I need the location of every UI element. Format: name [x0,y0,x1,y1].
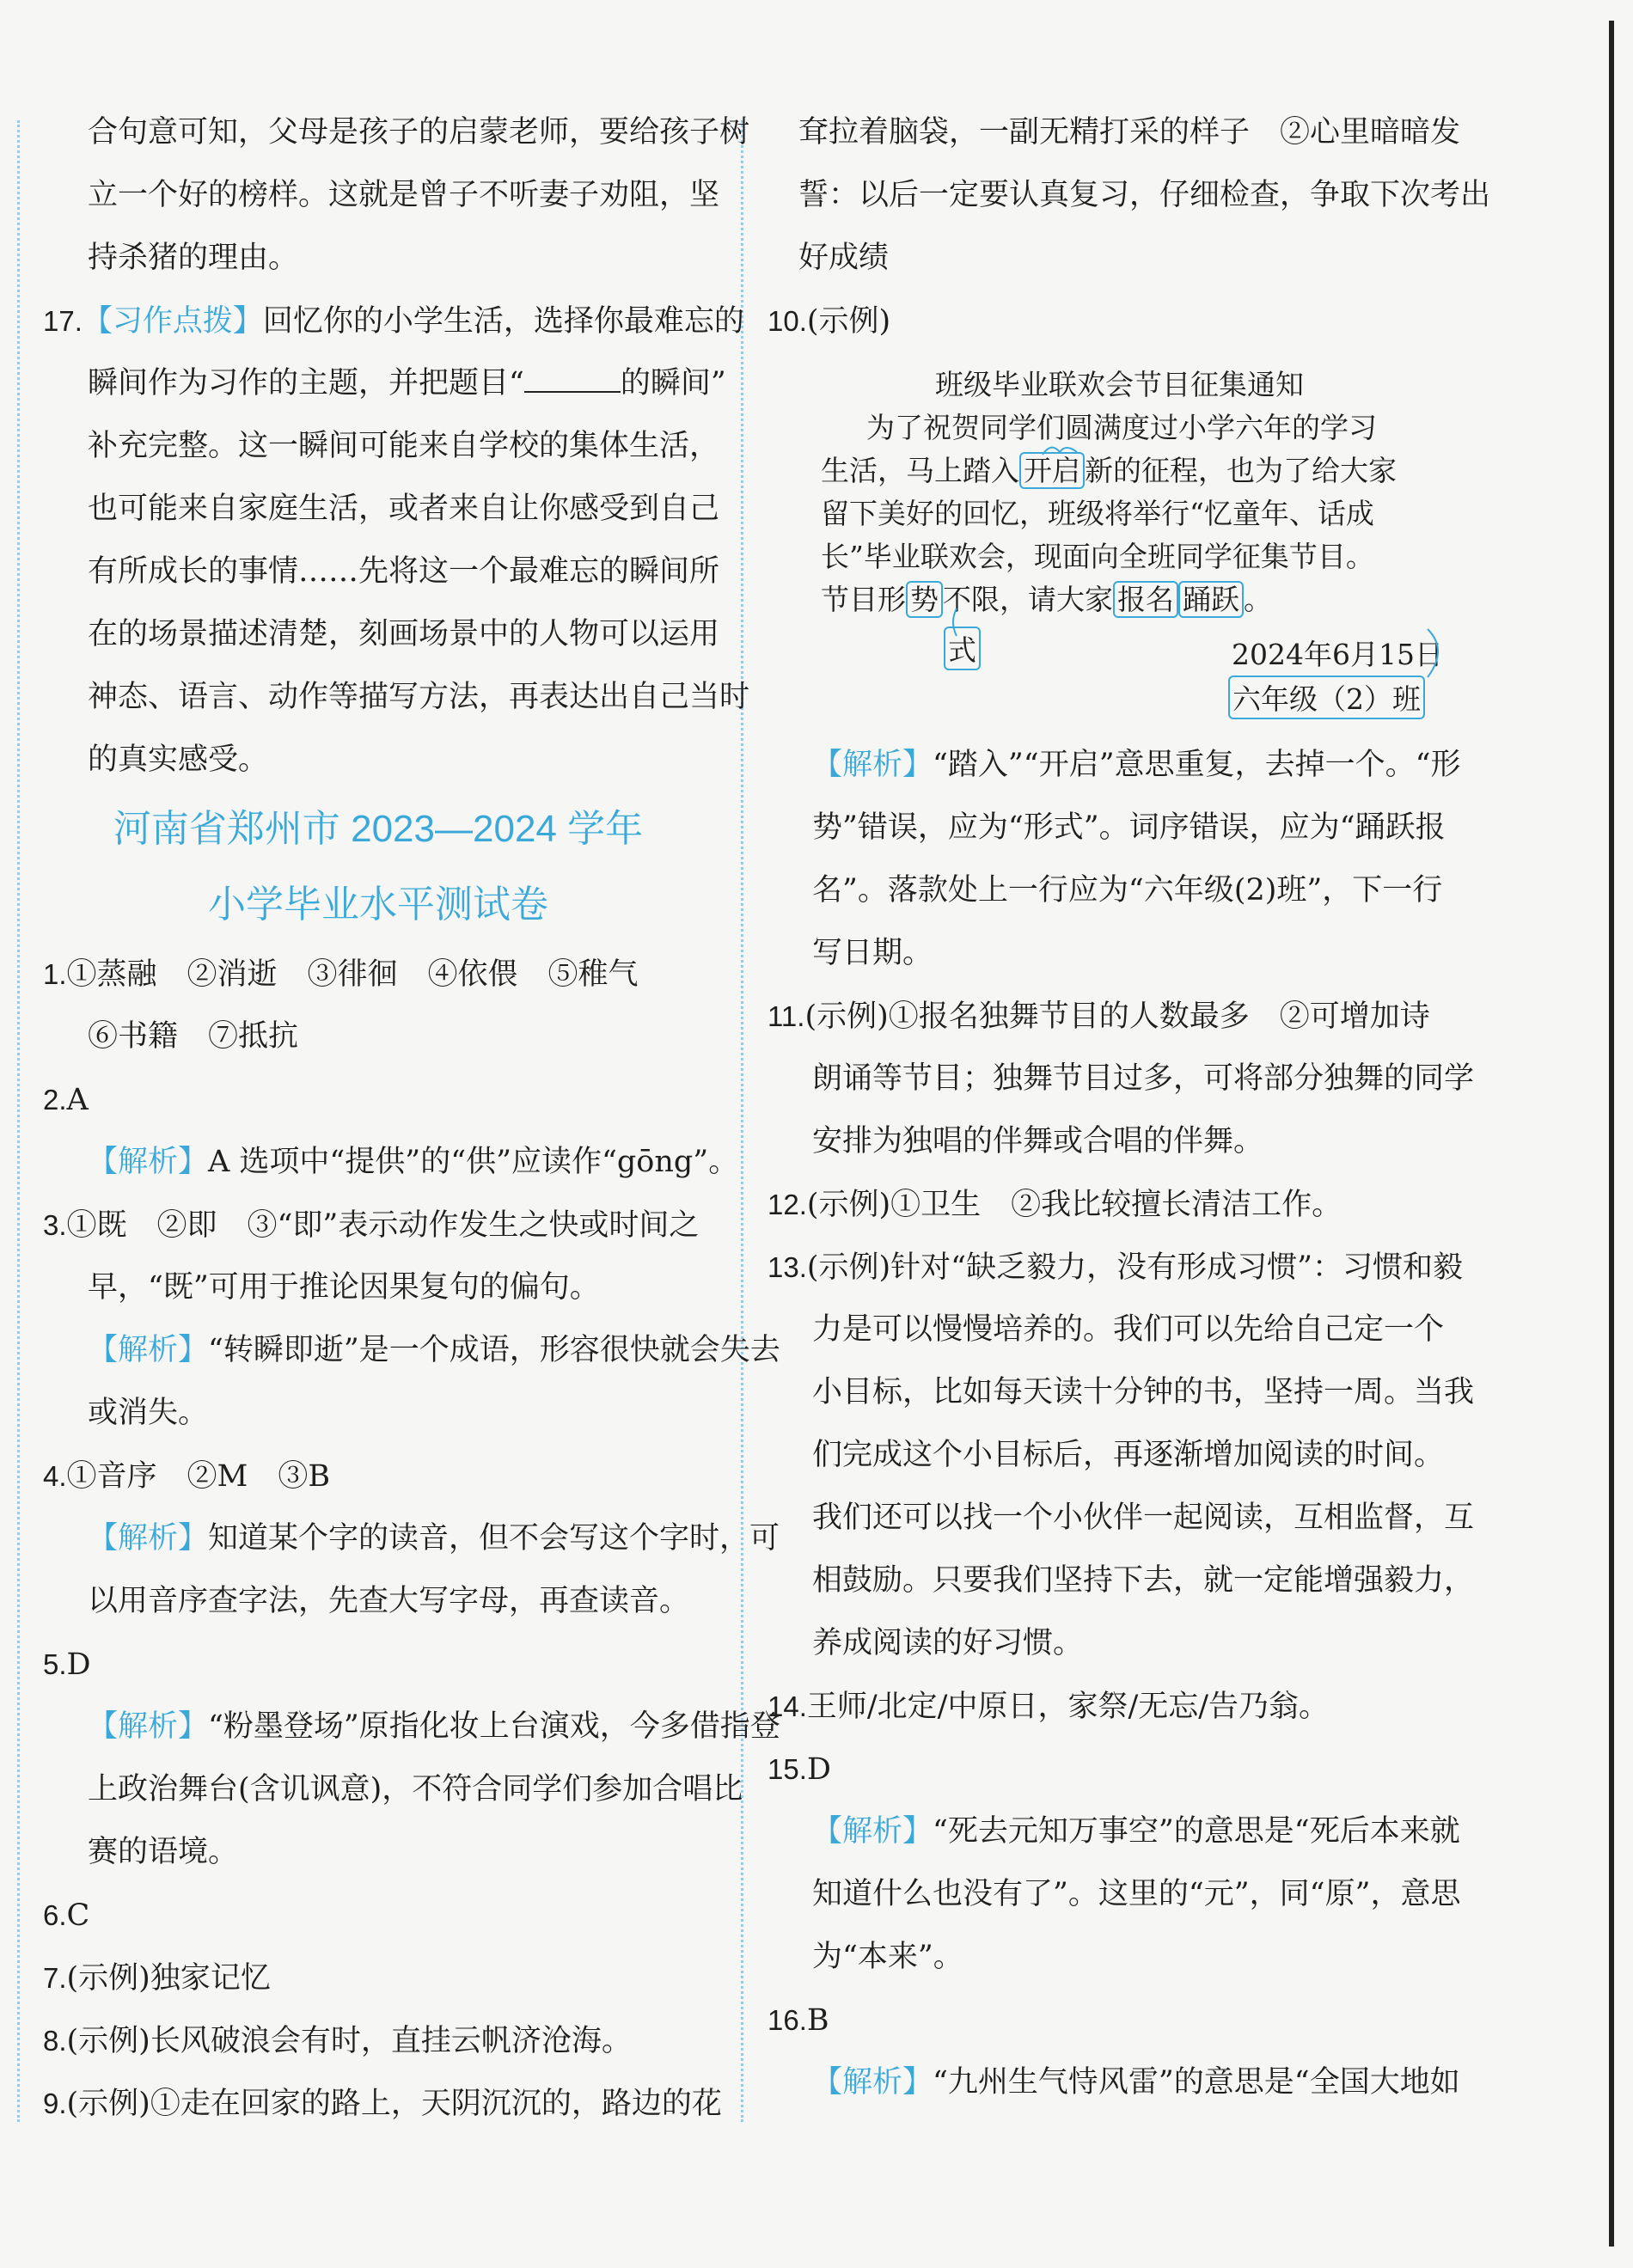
answer: D [806,1752,831,1787]
analysis-tag: 【解析】 [88,1333,209,1367]
notice-title: 班级毕业联欢会节目征集通知 [935,368,1304,401]
boxed-word: 势 [906,581,943,618]
text: 。 [1244,583,1272,616]
answer: ①蒸融 ②消逝 ③徘徊 ④依偎 ⑤稚气 [66,957,639,992]
analysis-tag: 【解析】 [88,1709,209,1744]
text-line: 小目标，比如每天读十分钟的书，坚持一周。当我 [812,1375,1475,1409]
correction-arrow [931,605,982,639]
text-line: 养成阅读的好习惯。 [812,1626,1084,1660]
answer: ①既 ②即 ③“即”表示动作发生之快或时间之 [66,1208,700,1243]
question-4 [43,1445,713,1507]
text-line: 誓：以后一定要认真复习，仔细检查，争取下次考出 [798,178,1491,212]
text-line: 相鼓励。只要我们坚持下去，就一定能增强毅力， [812,1563,1475,1598]
text-line: 我们还可以找一个小伙伴一起阅读，互相监督，互 [812,1501,1475,1535]
question-14 [768,1675,1455,1738]
text-line: 耷拉着脑袋，一副无精打采的样子 ②心里暗暗发 [798,115,1461,150]
text: “死去元知万事空”的意思是“死后本来就 [933,1814,1460,1849]
question-number: 16. [768,2004,807,2036]
notice-line: 长”毕业联欢会，现面向全班同学征集节目。 [821,540,1374,573]
question-number: 3. [43,1209,67,1241]
text: 生活，马上踏入 [821,454,1019,487]
text: 节目形 [821,583,906,616]
answer: (示例) [806,304,891,339]
answer: C [66,1898,90,1933]
question-number: 4. [43,1460,67,1492]
answer: ①音序 ②M ③B [66,1459,331,1494]
question-1 [43,943,713,1006]
answer: (示例)①报名独舞节目的人数最多 ②可增加诗 [804,1000,1430,1034]
answer: (示例)针对“缺乏毅力，没有形成习惯”：习惯和毅 [806,1250,1463,1285]
revised-notice [768,356,1455,734]
text: 不限，请大家 [943,583,1113,616]
swap-mark [1422,624,1457,684]
text: “粉墨登场”原指化妆上台演戏，今多借指登 [208,1709,780,1744]
left-dotted-rule [17,120,20,2122]
center-dotted-rule [741,120,743,2122]
text-line: 补充完整。这一瞬间可能来自学校的集体生活， [88,429,720,463]
text-line: 以用音序查字法，先查大写字母，再查读音。 [88,1584,690,1618]
question-number: 10. [768,305,807,337]
text-line: 好成绩 [798,241,890,275]
text: 新的征程，也为了给大家 [1085,454,1397,487]
question-number: 1. [43,958,67,990]
analysis-tag: 【解析】 [88,1145,209,1179]
delete-mark [1038,442,1081,459]
question-number: 7. [43,1962,67,1994]
notice-line [821,578,1272,618]
text-line: 写日期。 [812,936,933,970]
answer: A [66,1083,89,1117]
analysis-line [43,1131,739,1194]
notice-line: 留下美好的回忆，班级将举行“忆童年、话成 [821,497,1374,530]
exam-subtitle: 小学毕业水平测试卷 [208,883,548,926]
question-17 [43,290,744,352]
question-number: 13. [768,1251,807,1283]
analysis-tag: 【解析】 [812,1814,933,1849]
text-line: 势”错误，应为“形式”。词序错误，应为“踊跃报 [812,810,1446,845]
text-line: 知道什么也没有了”。这里的“元”，同“原”，意思 [812,1877,1461,1911]
right-column [768,101,1491,2114]
text-line: 或消失。 [88,1396,209,1430]
text-line: 有所成长的事情……先将这一个最难忘的瞬间所 [88,554,720,589]
text-line: 立一个好的榜样。这就是曾子不听妻子劝阻，坚 [88,178,720,212]
text-line: 名”。落款处上一行应为“六年级(2)班”，下一行 [812,873,1443,908]
question-number: 6. [43,1899,67,1931]
analysis-tag: 【解析】 [88,1521,209,1556]
notice-line: 为了祝贺同学们圆满度过小学六年的学习 [866,411,1377,444]
text: “踏入”“开启”意思重复，去掉一个。“形 [933,748,1461,782]
question-8 [43,2009,713,2072]
question-6 [43,1884,713,1947]
question-12 [768,1173,1455,1236]
answer: (示例)①走在回家的路上，天阴沉沉的，路边的花 [66,2087,722,2121]
analysis-line [768,1800,1460,1863]
text: 知道某个字的读音，但不会写这个字时，可 [208,1521,780,1556]
text-line: 力是可以慢慢培养的。我们可以先给自己定一个 [812,1312,1445,1347]
binding-edge [1609,21,1614,2247]
text: “转瞬即逝”是一个成语，形容很快就会失去 [208,1333,780,1367]
boxed-word: 踊跃 [1178,581,1244,618]
question-7 [43,1947,713,2009]
analysis-line [43,1507,780,1570]
text-line: 安排为独唱的伴舞或合唱的伴舞。 [812,1124,1264,1158]
text: A 选项中“提供”的“供”应读作“gōng”。 [208,1145,739,1179]
text-line: 上政治舞台(含讥讽意)，不符合同学们参加合唱比 [88,1772,743,1806]
text-line: 们完成这个小目标后，再逐渐增加阅读的时间。 [812,1438,1445,1472]
analysis-tag: 【解析】 [812,748,933,782]
text-line: 也可能来自家庭生活，或者来自让你感受到自己 [88,492,720,526]
text: 回忆你的小学生活，选择你最难忘的 [262,304,744,339]
text-line: 早，“既”可用于推论因果复句的偏句。 [88,1270,600,1305]
question-15 [768,1738,1455,1800]
answer: B [806,2003,829,2038]
text-line: 合句意可知，父母是孩子的启蒙老师，要给孩子树 [88,115,750,150]
question-number: 11. [768,1000,805,1032]
question-10 [768,290,1455,352]
left-column [43,101,780,2135]
question-number: 17. [43,305,83,337]
text-line: 的真实感受。 [88,743,269,777]
question-2 [43,1068,713,1131]
text-line [43,352,726,415]
notice-date: 2024年6月15日 [1232,638,1443,671]
notice-sign: 六年级（2）班 [1228,676,1425,719]
question-number: 5. [43,1648,67,1680]
analysis-line [768,2051,1460,2114]
analysis-line [768,734,1461,797]
fill-blank [524,358,621,393]
text-line: 为“本来”。 [812,1940,963,1974]
question-3 [43,1194,713,1256]
question-number: 8. [43,2025,67,2057]
tip-tag: 【习作点拨】 [82,304,263,339]
question-number: 15. [768,1753,807,1785]
question-9 [43,2072,722,2135]
question-11 [768,985,1455,1048]
question-5 [43,1633,713,1696]
text: “九州生气恃风雷”的意思是“全国大地如 [933,2065,1460,2100]
question-16 [768,1989,1455,2051]
boxed-word: 开启 [1019,452,1085,489]
question-13 [768,1236,1463,1299]
exam-title: 河南省郑州市 2023—2024 学年 [113,808,644,850]
answer: (示例)独家记忆 [66,1961,271,1996]
analysis-tag: 【解析】 [812,2065,933,2100]
correction-word: 式 [944,627,981,670]
text: 的瞬间” [620,366,726,400]
answer: (示例)①卫生 ②我比较擅长清洁工作。 [806,1188,1342,1222]
analysis-line [43,1696,780,1758]
question-number: 14. [768,1690,807,1722]
question-number: 9. [43,2088,67,2119]
text-line: 在的场景描述清楚，刻画场景中的人物可以运用 [88,617,720,651]
answer: 王师/北定/中原日，家祭/无忘/告乃翁。 [806,1690,1330,1724]
text-line: ⑥书籍 ⑦抵抗 [88,1019,299,1054]
text-line: 神态、语言、动作等描写方法，再表达出自己当时 [88,680,750,714]
text-line: 赛的语境。 [88,1835,239,1869]
answer: D [66,1648,91,1682]
text-line: 朗诵等节目；独舞节目过多，可将部分独舞的同学 [812,1061,1475,1096]
question-number: 2. [43,1084,67,1116]
answer: (示例)长风破浪会有时，直挂云帆济沧海。 [66,2024,632,2058]
notice-line [821,449,1397,489]
boxed-word: 报名 [1113,581,1178,618]
question-number: 12. [768,1189,807,1220]
text: 瞬间作为习作的主题，并把题目“ [88,366,524,400]
analysis-line [43,1319,780,1382]
text-line: 持杀猪的理由。 [88,241,299,275]
